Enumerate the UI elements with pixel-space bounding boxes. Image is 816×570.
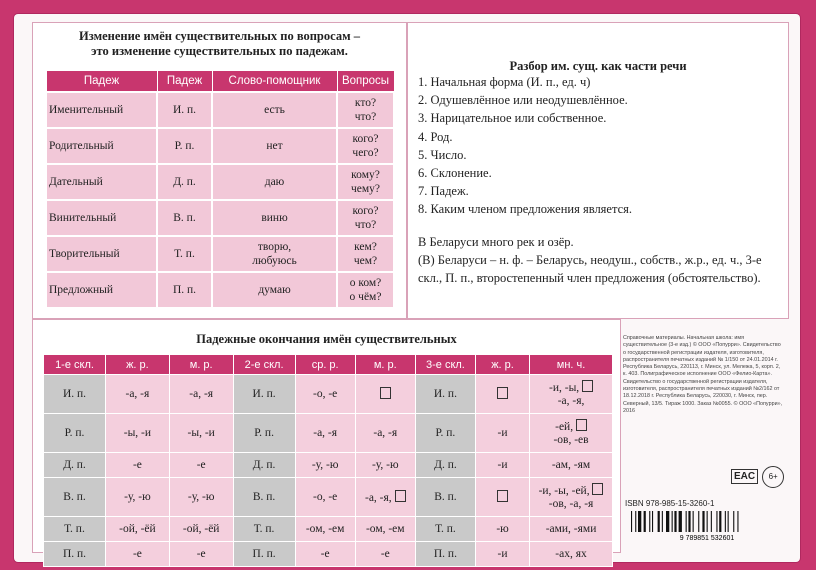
endings-cell: И. п. [415, 375, 475, 414]
example-analysis: (В) Беларуси – н. ф. – Беларусь, неодуш., собств., ж.р., ед. ч., 3-е скл., П. п., второстепенный член предложения (обстоятельство). [418, 253, 762, 286]
endings-cell [476, 478, 530, 517]
col-header-helper-word: Слово-помощник [212, 71, 337, 93]
cases-title-line2: это изменение существительных по падежам. [91, 44, 348, 58]
case-cell: кого? чего? [337, 128, 394, 164]
col-header-case-abbr: Падеж [157, 71, 212, 93]
case-cell: Родительный [46, 128, 157, 164]
col-header-questions: Вопросы [337, 71, 394, 93]
case-cell: Т. п. [157, 236, 212, 272]
endings-cell: -ей, -ов, -ев [530, 414, 613, 453]
cases-header-row [46, 71, 394, 93]
example-block [418, 233, 783, 288]
case-cell: кого? что? [337, 200, 394, 236]
endings-cell: -ом, -ем [295, 517, 355, 542]
endings-cell: Д. п. [44, 453, 106, 478]
endings-cell: -е [169, 542, 233, 567]
endings-col-header: ж. р. [106, 355, 170, 375]
endings-cell: Т. п. [233, 517, 295, 542]
case-cell: Винительный [46, 200, 157, 236]
analysis-item: 4. Род. [418, 129, 453, 144]
empty-ending-box [380, 387, 391, 399]
isbn-text: ISBN 978-985-15-3260-1 [625, 499, 715, 508]
endings-cell: -а, -я [355, 414, 415, 453]
endings-cell: -ой, -ёй [106, 517, 170, 542]
case-cell: есть [212, 92, 337, 128]
endings-row [44, 453, 613, 478]
empty-ending-box [582, 380, 593, 392]
endings-cell: -е [106, 453, 170, 478]
endings-cell: Т. п. [415, 517, 475, 542]
case-cell: Предложный [46, 272, 157, 308]
endings-cell: -у, -ю [106, 478, 170, 517]
certification-marks [731, 466, 784, 488]
case-cell: нет [212, 128, 337, 164]
case-cell: Р. п. [157, 128, 212, 164]
case-cell: кем? чем? [337, 236, 394, 272]
analysis-panel [407, 22, 789, 319]
endings-cell: -у, -ю [355, 453, 415, 478]
case-cell: думаю [212, 272, 337, 308]
publisher-info: Справочные материалы. Начальная школа: имя существительное (3-е изд.) © ООО «Попурри». Свидетельство о государственной регистрации издателя, изготовителя, распространителя печатных изданий № 1/150 от 24.01.2014 г. Республика Беларусь, 220113, г. Минск, ул. Мележа, 5, корп. 2, к. 403. Полиграфическое исполнение ООО «Фелио-Карта». Свидетельство о государственной регистрации издателя, изготовителя, распространителя печатных изданий №2/162 от 18.12.2018 г. Республика Беларусь, 220030, г. Минск, пер. Северный, 13/5. Тираж 1000. Заказ №0055. © ООО «Попурри», 2016 [623, 335, 783, 414]
endings-cell: Д. п. [233, 453, 295, 478]
case-cell: Именительный [46, 92, 157, 128]
endings-cell: П. п. [415, 542, 475, 567]
endings-cell: П. п. [233, 542, 295, 567]
endings-cell: В. п. [415, 478, 475, 517]
endings-cell: -а, -я [295, 414, 355, 453]
analysis-item: 2. Одушевлённое или неодушевлённое. [418, 93, 628, 108]
endings-cell: П. п. [44, 542, 106, 567]
cases-panel [32, 22, 407, 319]
case-cell: Дательный [46, 164, 157, 200]
endings-cell: -ами, -ями [530, 517, 613, 542]
cases-title [33, 29, 406, 59]
empty-ending-box [497, 387, 508, 399]
endings-cell: Р. п. [415, 414, 475, 453]
endings-title: Падежные окончания имён существительных [196, 332, 457, 346]
analysis-list [418, 73, 632, 219]
case-row [46, 236, 394, 272]
case-cell: Д. п. [157, 164, 212, 200]
case-row [46, 200, 394, 236]
publisher-panel [621, 319, 787, 551]
case-row [46, 164, 394, 200]
endings-col-header: ср. р. [295, 355, 355, 375]
endings-cell: -ом, -ем [355, 517, 415, 542]
endings-cell [476, 375, 530, 414]
analysis-item: 8. Каким членом предложения является. [418, 202, 633, 217]
endings-table [43, 354, 613, 567]
endings-cell: В. п. [44, 478, 106, 517]
endings-cell: -и [476, 453, 530, 478]
example-sentence: В Беларуси много рек и озёр. [418, 235, 574, 249]
endings-col-header: м. р. [355, 355, 415, 375]
case-row [46, 272, 394, 308]
reference-card [14, 14, 800, 562]
endings-col-header: 1-е скл. [44, 355, 106, 375]
endings-cell: -у, -ю [169, 478, 233, 517]
endings-cell: Р. п. [233, 414, 295, 453]
empty-ending-box [497, 490, 508, 502]
endings-cell: -ой, -ёй [169, 517, 233, 542]
case-cell: о ком? о чём? [337, 272, 394, 308]
endings-cell: -у, -ю [295, 453, 355, 478]
case-cell: Творительный [46, 236, 157, 272]
endings-col-header: мн. ч. [530, 355, 613, 375]
endings-row [44, 478, 613, 517]
case-cell: П. п. [157, 272, 212, 308]
endings-cell: -ах, ях [530, 542, 613, 567]
empty-ending-box [592, 483, 603, 495]
case-cell: кому? чему? [337, 164, 394, 200]
case-cell: В. п. [157, 200, 212, 236]
case-cell: творю, любуюсь [212, 236, 337, 272]
endings-cell: -е [106, 542, 170, 567]
endings-cell: -а, -я, [355, 478, 415, 517]
endings-cell: -а, -я [106, 375, 170, 414]
endings-cell: -е [295, 542, 355, 567]
analysis-item: 7. Падеж. [418, 184, 469, 199]
endings-cell: -а, -я [169, 375, 233, 414]
endings-cell: -и, -ы, -а, -я, [530, 375, 613, 414]
endings-cell: Т. п. [44, 517, 106, 542]
case-cell: И. п. [157, 92, 212, 128]
endings-cell: И. п. [44, 375, 106, 414]
case-row [46, 128, 394, 164]
endings-cell: -е [169, 453, 233, 478]
barcode-digits: 9 789851 532601 [679, 535, 735, 541]
endings-row [44, 414, 613, 453]
analysis-item: 3. Нарицательное или собственное. [418, 111, 607, 126]
endings-col-header: м. р. [169, 355, 233, 375]
endings-cell: -и [476, 414, 530, 453]
analysis-item: 1. Начальная форма (И. п., ед. ч) [418, 75, 591, 89]
case-cell: кто? что? [337, 92, 394, 128]
case-row [46, 92, 394, 128]
analysis-item: 6. Склонение. [418, 166, 492, 181]
empty-ending-box [395, 490, 406, 502]
endings-col-header: ж. р. [476, 355, 530, 375]
age-rating-badge: 6+ [762, 466, 784, 488]
endings-row [44, 542, 613, 567]
endings-panel [32, 319, 621, 560]
analysis-item: 5. Число. [418, 147, 467, 162]
cases-title-line1: Изменение имён существительных по вопросам – [79, 29, 360, 43]
barcode-icon [627, 511, 787, 541]
case-cell: виню [212, 200, 337, 236]
analysis-title: Разбор им. сущ. как части речи [509, 59, 687, 73]
endings-cell: -е [355, 542, 415, 567]
case-cell: даю [212, 164, 337, 200]
endings-cell: -о, -е [295, 478, 355, 517]
endings-cell: Д. п. [415, 453, 475, 478]
empty-ending-box [576, 419, 587, 431]
endings-cell: И. п. [233, 375, 295, 414]
endings-cell: -ю [476, 517, 530, 542]
endings-row [44, 517, 613, 542]
endings-col-header: 2-е скл. [233, 355, 295, 375]
endings-cell: -ам, -ям [530, 453, 613, 478]
endings-cell [355, 375, 415, 414]
endings-cell: Р. п. [44, 414, 106, 453]
endings-cell: -и [476, 542, 530, 567]
endings-cell: -о, -е [295, 375, 355, 414]
endings-cell: В. п. [233, 478, 295, 517]
endings-cell: -и, -ы, -ей, -ов, -а, -я [530, 478, 613, 517]
col-header-case-name: Падеж [46, 71, 157, 93]
endings-cell: -ы, -и [106, 414, 170, 453]
cases-table [45, 70, 395, 309]
endings-row [44, 375, 613, 414]
endings-cell: -ы, -и [169, 414, 233, 453]
endings-header-row [44, 355, 613, 375]
endings-col-header: 3-е скл. [415, 355, 475, 375]
eac-mark-icon: EAC [731, 469, 758, 484]
